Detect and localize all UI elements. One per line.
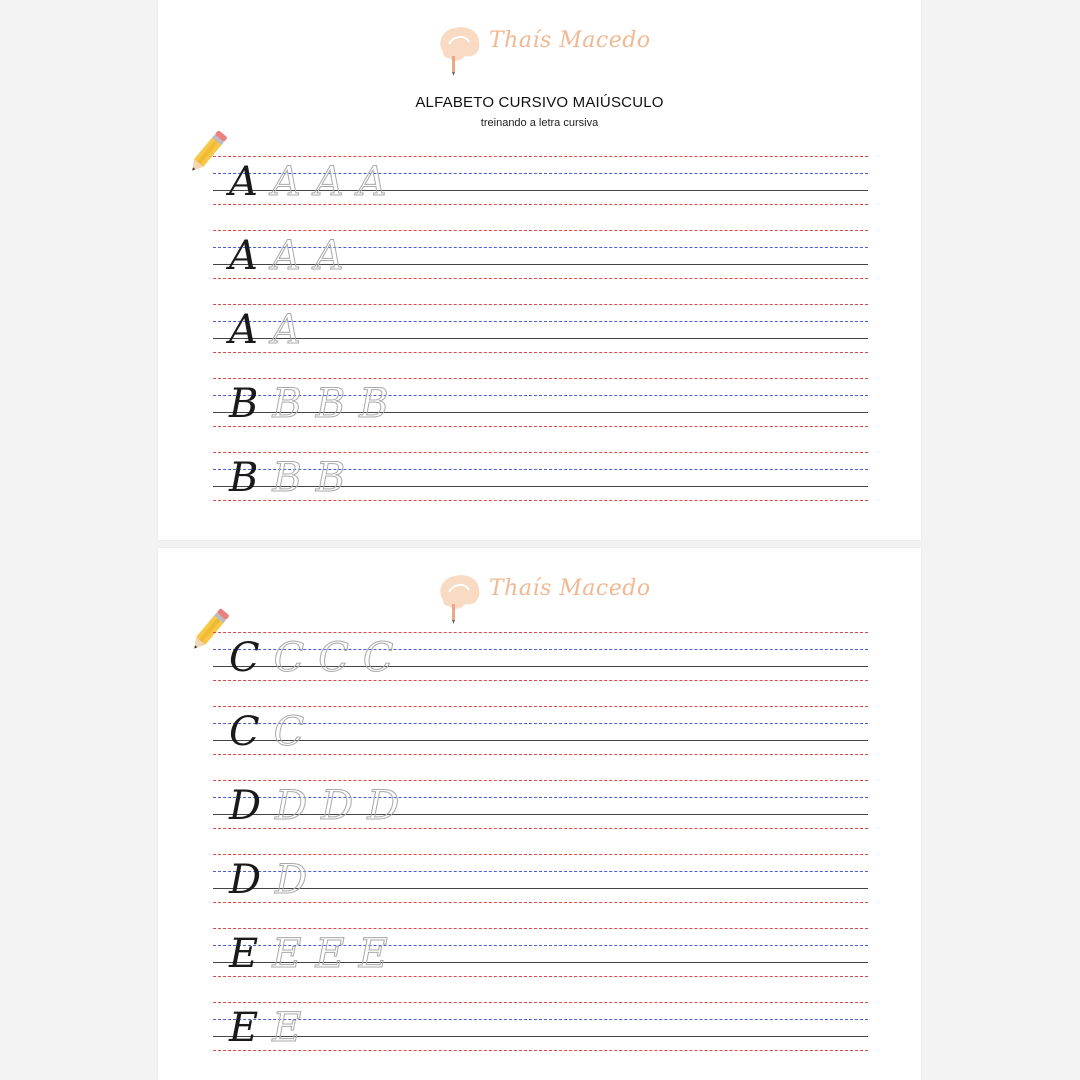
guide-line-bottom (213, 828, 868, 829)
letter-group (229, 455, 346, 501)
trace-letter: A (271, 307, 301, 353)
letter-group (229, 857, 308, 903)
guide-line-top (213, 706, 868, 707)
letter-group (229, 159, 387, 205)
trace-letter: A (271, 233, 301, 279)
trace-letter: A (271, 159, 301, 205)
model-letter: D (229, 783, 262, 829)
practice-row (213, 928, 868, 978)
model-letter: A (229, 307, 258, 353)
letter-group (229, 931, 388, 977)
trace-letter: D (275, 857, 308, 903)
guide-line-top (213, 1002, 868, 1003)
guide-line-bottom (213, 278, 868, 279)
baseline (213, 740, 868, 741)
model-letter: A (229, 233, 258, 279)
practice-row (213, 854, 868, 904)
page-subtitle: treinando a letra cursiva (480, 117, 599, 129)
trace-letter: B (272, 381, 302, 427)
guide-line-top (213, 378, 868, 379)
guide-line-bottom (213, 680, 868, 681)
trace-letter: B (359, 381, 389, 427)
practice-row (213, 156, 868, 206)
guide-line-bottom (213, 902, 868, 903)
guide-line-top (213, 632, 868, 633)
trace-letter: D (367, 783, 400, 829)
practice-row (213, 452, 868, 502)
letter-group (229, 783, 400, 829)
trace-letter: D (321, 783, 354, 829)
trace-letter: E (272, 1005, 302, 1051)
letter-group (229, 635, 394, 681)
trace-letter: B (315, 381, 346, 427)
worksheet-page-2 (158, 548, 921, 1080)
brand-logo (435, 22, 655, 78)
trace-letter: E (272, 931, 302, 977)
trace-letter: A (357, 159, 387, 205)
practice-row (213, 632, 868, 682)
model-letter: B (229, 381, 259, 427)
model-letter: E (229, 931, 259, 977)
model-letter: C (229, 709, 260, 755)
letter-group (229, 1005, 302, 1051)
practice-row (213, 304, 868, 354)
guide-line-top (213, 854, 868, 855)
letter-group (229, 307, 301, 353)
brand-name: Thaís Macedo (489, 28, 651, 53)
letter-group (229, 709, 305, 755)
model-letter: B (229, 455, 259, 501)
guide-line-bottom (213, 500, 868, 501)
baseline (213, 1036, 868, 1037)
guide-line-mid (213, 321, 868, 322)
worksheet-page-1 (158, 0, 921, 540)
guide-line-mid (213, 871, 868, 872)
practice-row (213, 378, 868, 428)
trace-letter: A (314, 233, 344, 279)
brand-logo (435, 570, 655, 626)
practice-row (213, 230, 868, 280)
letter-group (229, 233, 344, 279)
model-letter: E (229, 1005, 259, 1051)
brain-logo-icon (435, 570, 485, 626)
guide-line-mid (213, 1019, 868, 1020)
trace-letter: E (358, 931, 388, 977)
model-letter: D (229, 857, 262, 903)
trace-letter: D (275, 783, 308, 829)
baseline (213, 338, 868, 339)
trace-letter: A (314, 159, 344, 205)
guide-line-top (213, 156, 868, 157)
practice-row (213, 780, 868, 830)
brain-logo-icon (435, 22, 485, 78)
brand-name: Thaís Macedo (489, 576, 651, 601)
guide-line-bottom (213, 352, 868, 353)
model-letter: C (229, 635, 260, 681)
guide-line-bottom (213, 204, 868, 205)
model-letter: A (229, 159, 258, 205)
guide-line-bottom (213, 976, 868, 977)
trace-letter: C (318, 635, 349, 681)
practice-row (213, 1002, 868, 1052)
guide-line-top (213, 304, 868, 305)
guide-line-bottom (213, 754, 868, 755)
trace-letter: E (315, 931, 345, 977)
baseline (213, 888, 868, 889)
letter-group (229, 381, 389, 427)
guide-line-top (213, 780, 868, 781)
guide-line-bottom (213, 426, 868, 427)
trace-letter: B (315, 455, 346, 501)
guide-line-mid (213, 723, 868, 724)
guide-line-top (213, 230, 868, 231)
guide-line-top (213, 452, 868, 453)
trace-letter: C (273, 635, 305, 681)
trace-letter: B (272, 455, 302, 501)
guide-line-top (213, 928, 868, 929)
page-title: ALFABETO CURSIVO MAIÚSCULO (415, 94, 664, 111)
trace-letter: C (362, 635, 394, 681)
trace-letter: C (273, 709, 305, 755)
guide-line-bottom (213, 1050, 868, 1051)
practice-row (213, 706, 868, 756)
